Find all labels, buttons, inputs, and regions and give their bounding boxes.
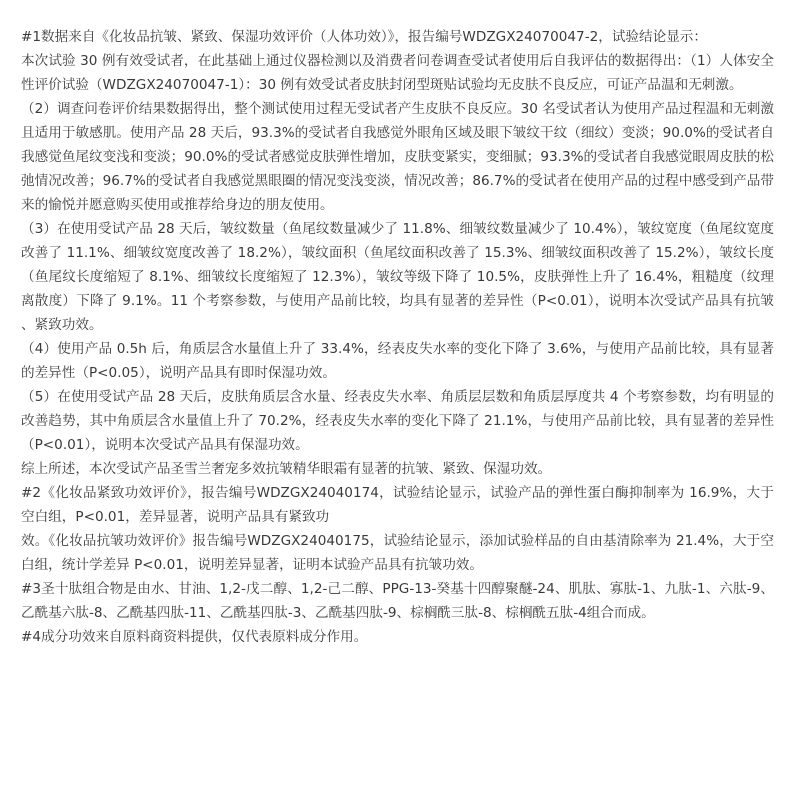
paragraph-questionnaire: （2）调查问卷评价结果数据得出，整个测试使用过程无受试者产生皮肤不良反应。30 名受试者认为使用产品过程温和无刺激且适用于敏感肌。使用产品 28 天后，93.3%的受试者自我感觉外眼角区域及眼下皱纹干纹（细纹）变淡；90.0%的受试者自我感觉鱼尾纹变浅和变淡；90.0%的受试者感觉皮肤弹性增加，皮肤变紧实，变细腻；93.3%的受试者自我感觉眼周皮肤的松弛情况改善；96.7%的受试者自我感觉黑眼圈的情况变浅变淡，情况改善；86.7%的受试者在使用产品的过程中感受到产品带来的愉悦并愿意购买使用或推荐给身边的朋友使用。 — [21, 101, 774, 213]
paragraph-instant-moisture: （4）使用产品 0.5h 后，角质层含水量值上升了 33.4%，经表皮失水率的变化下降了 3.6%，与使用产品前比较，具有显著的差异性（P<0.05），说明产品具有即时保湿功效。 — [21, 341, 774, 381]
paragraph-antiwrinkle-report: 效。《化妆品抗皱功效评价》报告编号WDZGX24040175，试验结论显示，添加试验样品的自由基清除率为 21.4%，大于空白组，统计学差异 P<0.01，说明差异显著，证明本试验产品具有抗皱功效。 — [21, 533, 774, 573]
paragraph-firming-report: #2《化妆品紧致功效评价》，报告编号WDZGX24040174，试验结论显示，试验产品的弹性蛋白酶抑制率为 16.9%，大于空白组，P<0.01，差异显著，说明产品具有紧致功 — [21, 485, 774, 525]
paragraph-source-1: #1数据来自《化妆品抗皱、紧致、保湿功效评价（人体功效）》，报告编号WDZGX24070047-2，试验结论显示： — [21, 29, 707, 45]
paragraph-trial-safety: 本次试验 30 例有效受试者，在此基础上通过仪器检测以及消费者问卷调查受试者使用后自我评估的数据得出：（1）人体安全性评价试验（WDZGX24070047-1）：30 例有效受试者皮肤封闭型斑贴试验均无皮肤不良反应，可证产品温和无刺激。 — [21, 53, 774, 93]
paragraph-wrinkle-results: （3）在使用受试产品 28 天后，皱纹数量（鱼尾纹数量减少了 11.8%、细皱纹数量减少了 10.4%），皱纹宽度（鱼尾纹宽度改善了 11.1%、细皱纹宽度改善了 18.2%），皱纹面积（鱼尾纹面积改善了 15.3%、细皱纹面积改善了 15.2%），皱纹长度（鱼尾纹长度缩短了 8.1%、细皱纹长度缩短了 12.3%），皱纹等级下降了 10.5%，皮肤弹性上升了 16.4%，粗糙度（纹理离散度）下降了 9.1%。11 个考察参数，与使用产品前比较，均具有显著的差异性（P<0.01），说明本次受试产品具有抗皱、紧致功效。 — [21, 221, 774, 333]
paragraph-summary: 综上所述，本次受试产品圣雪兰奢宠多效抗皱精华眼霜有显著的抗皱、紧致、保湿功效。 — [21, 461, 552, 477]
paragraph-moisture-28d: （5）在使用受试产品 28 天后，皮肤角质层含水量、经表皮失水率、角质层层数和角质层厚度共 4 个考察参数，均有明显的改善趋势，其中角质层含水量值上升了 70.2%，经表皮失水率的变化下降了 21.1%，与使用产品前比较，具有显著的差异性（P<0.01），说明本次受试产品具有保湿功效。 — [21, 389, 774, 453]
paragraph-ingredient-note: #4成分功效来自原料商资料提供，仅代表原料成分作用。 — [21, 629, 368, 645]
paragraph-peptide-composition: #3圣十肽组合物是由水、甘油、1,2-戊二醇、1,2-己二醇、PPG-13-癸基十四醇聚醚-24、肌肽、寡肽-1、九肽-1、六肽-9、乙酰基六肽-8、乙酰基四肽-11、乙酰基四肽-3、乙酰基四肽-9、棕榈酰三肽-8、棕榈酰五肽-4组合而成。 — [21, 581, 774, 621]
